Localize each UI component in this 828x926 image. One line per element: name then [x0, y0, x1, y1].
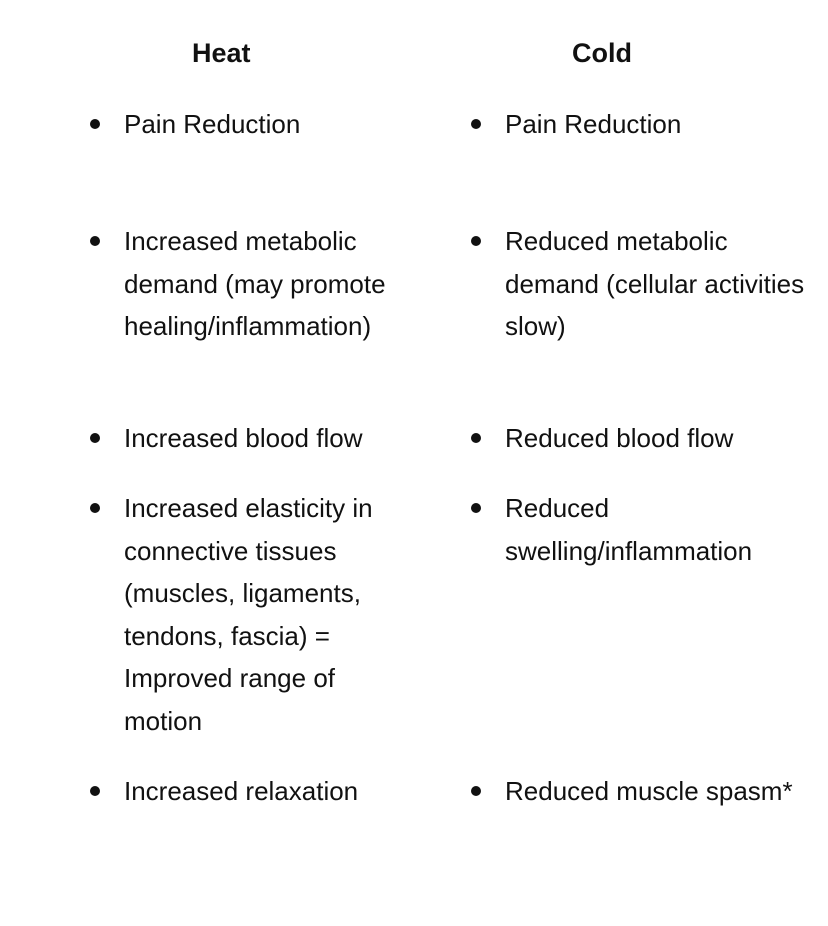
heat-item-text: Pain Reduction: [124, 109, 301, 139]
heat-list-item: [124, 487, 409, 742]
cold-item-text: Reduced muscle spasm*: [505, 776, 793, 806]
bullet-icon: [90, 786, 100, 796]
heat-list-item: [124, 417, 409, 460]
bullet-icon: [471, 433, 481, 443]
heat-item-text: Increased relaxation: [124, 776, 359, 806]
bullet-icon: [90, 503, 100, 513]
cold-list-item: [505, 770, 805, 813]
cold-item-text: Reduced blood flow: [505, 423, 734, 453]
cold-list-item: [505, 487, 805, 572]
bullet-icon: [471, 503, 481, 513]
heat-list-item: [124, 220, 409, 348]
bullet-icon: [90, 236, 100, 246]
heat-list-item: [124, 103, 409, 146]
bullet-icon: [90, 119, 100, 129]
heat-column-header: Heat: [192, 38, 251, 68]
cold-list-item: [505, 417, 805, 460]
cold-item-text: Pain Reduction: [505, 109, 682, 139]
heat-item-text: Increased blood flow: [124, 423, 363, 453]
cold-list-item: [505, 103, 805, 146]
cold-list-item: [505, 220, 805, 348]
bullet-icon: [471, 786, 481, 796]
heat-item-text: Increased elasticity in connective tissues (muscles, ligaments, tendons, fascia) = Improved range of motion: [124, 493, 373, 736]
bullet-icon: [90, 433, 100, 443]
cold-column-header: Cold: [572, 38, 632, 68]
cold-item-text: Reduced swelling/inflammation: [505, 493, 753, 566]
bullet-icon: [471, 119, 481, 129]
heat-list-item: [124, 770, 409, 813]
bullet-icon: [471, 236, 481, 246]
heat-item-text: Increased metabolic demand (may promote healing/inflammation): [124, 226, 386, 341]
cold-item-text: Reduced metabolic demand (cellular activities slow): [505, 226, 805, 341]
